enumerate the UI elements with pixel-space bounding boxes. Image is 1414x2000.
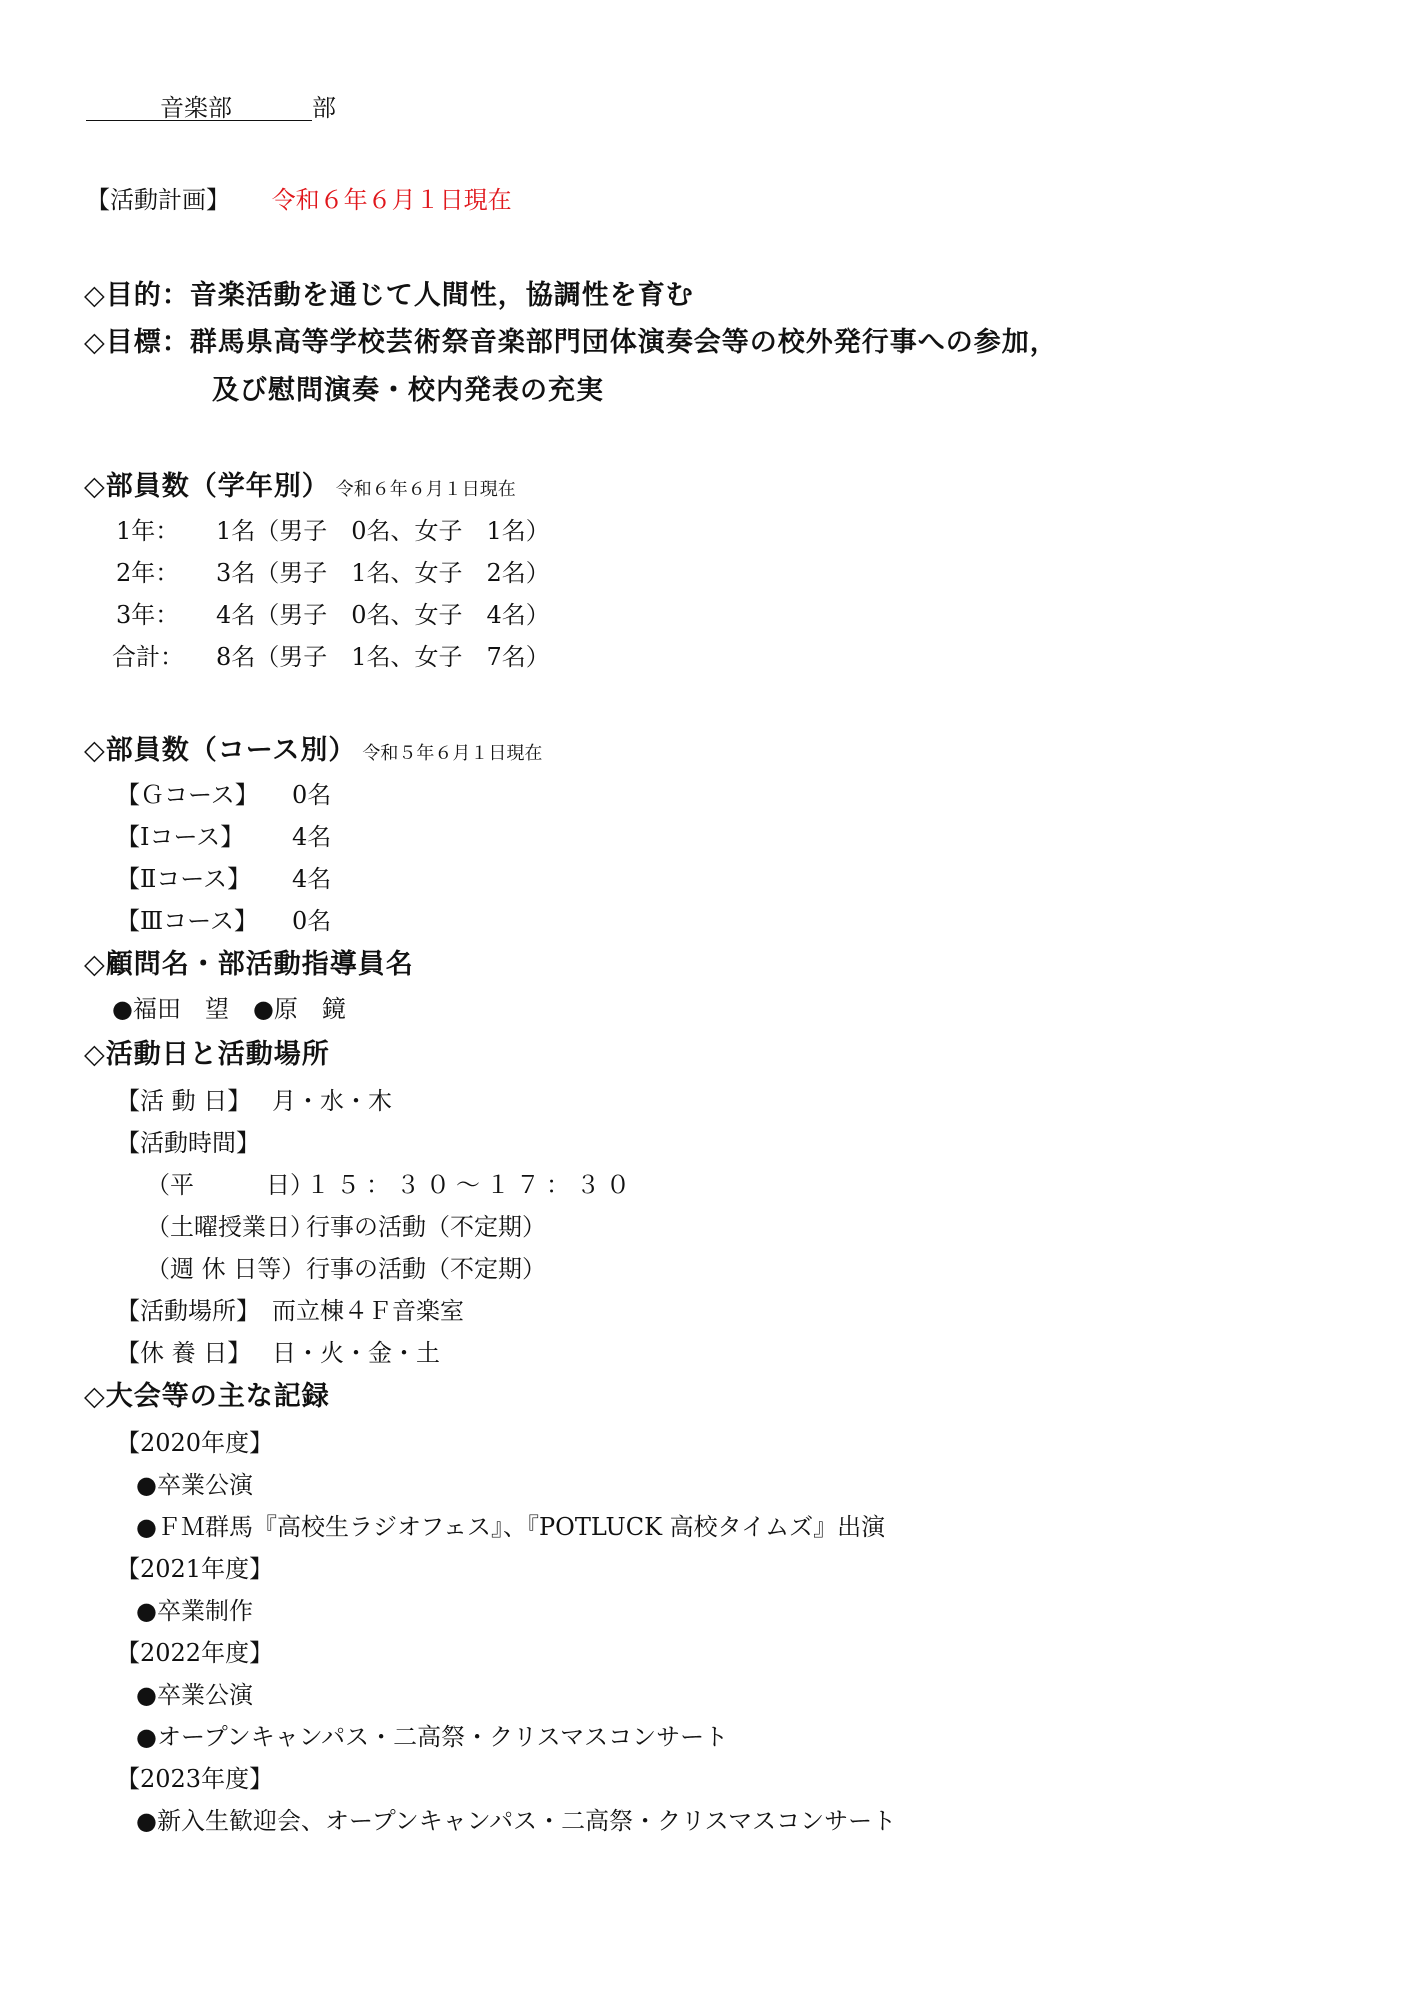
grade-label: 合計： [112,643,184,671]
records-title: ◇大会等の主な記録 [84,1381,330,1412]
club-name: 音楽部 [160,94,232,122]
advisors-names: ●福田 望 ●原 鏡 [112,995,346,1023]
plan-label: 【活動計画】 [86,186,230,214]
members-grade-heading [84,472,516,505]
course-label: 【Ｇコース】 [116,781,259,809]
record-year: 【2021年度】 [116,1555,274,1583]
record-year: 【2022年度】 [116,1639,274,1667]
grade-row [116,600,179,630]
plan-line [86,185,512,215]
course-label: 【Ⅱコース】 [116,865,252,893]
grade-label: 3年： [116,601,180,629]
course-count: 0名 [292,781,332,809]
holiday-value: 行事の活動（不定期） [306,1255,546,1283]
record-year: 【2023年度】 [116,1765,274,1793]
course-count: 4名 [292,865,332,893]
purpose: ◇目的：音楽活動を通じて人間性，協調性を育む [84,280,694,311]
days-value: 月・水・木 [272,1087,392,1115]
record-item: ●卒業制作 [136,1597,253,1625]
grade-value: 4名（男子 0名、女子 4名） [216,601,550,629]
course-label: 【Ⅰコース】 [116,823,245,851]
grade-label: 1年： [116,517,180,545]
club-suffix: 部 [312,94,336,122]
rest-value: 日・火・金・土 [272,1339,440,1367]
time-label: 【活動時間】 [116,1129,260,1157]
grade-row [112,642,184,672]
club-name-underline [86,120,312,121]
members-course-title: ◇部員数（コース別） [84,735,357,766]
plan-date: 令和６年６月１日現在 [271,186,512,214]
course-count: 4名 [292,823,332,851]
record-item: ●卒業公演 [136,1471,253,1499]
members-grade-date: 令和６年６月１日現在 [335,479,516,500]
grade-label: 2年： [116,559,180,587]
grade-value: 8名（男子 1名、女子 7名） [216,643,550,671]
advisors-title: ◇顧問名・部活動指導員名 [84,949,414,980]
record-item: ●オープンキャンパス・二高祭・クリスマスコンサート [136,1723,729,1751]
grade-row [116,558,179,588]
grade-value: 3名（男子 1名、女子 2名） [216,559,550,587]
grade-row [116,516,179,546]
weekday-label: （平 日） [146,1171,314,1199]
saturday-label: （土曜授業日） [146,1213,314,1241]
record-item: ●ＦＭ群馬『高校生ラジオフェス』、『POTLUCK 高校タイムズ』出演 [136,1513,886,1541]
place-label: 【活動場所】 [116,1297,260,1325]
days-label: 【活 動 日】 [116,1087,252,1115]
record-item: ●新入生歓迎会、オープンキャンパス・二高祭・クリスマスコンサート [136,1807,897,1835]
holiday-label: （週 休 日等） [146,1255,306,1283]
record-year: 【2020年度】 [116,1429,274,1457]
rest-label: 【休 養 日】 [116,1339,252,1367]
place-value: 而立棟４Ｆ音楽室 [272,1297,464,1325]
grade-value: 1名（男子 0名、女子 1名） [216,517,550,545]
members-grade-title: ◇部員数（学年別） [84,471,330,502]
saturday-value: 行事の活動（不定期） [306,1213,546,1241]
goal-line-2: 及び慰問演奏・校内発表の充実 [212,375,604,406]
activity-title: ◇活動日と活動場所 [84,1039,330,1070]
course-label: 【Ⅲコース】 [116,907,258,935]
course-count: 0名 [292,907,332,935]
goal-line-1: ◇目標：群馬県高等学校芸術祭音楽部門団体演奏会等の校外発行事への参加， [84,327,1058,358]
weekday-value: １５：３０～１７：３０ [306,1171,636,1199]
members-course-date: 令和５年６月１日現在 [362,743,543,764]
record-item: ●卒業公演 [136,1681,253,1709]
members-course-heading [84,736,542,769]
